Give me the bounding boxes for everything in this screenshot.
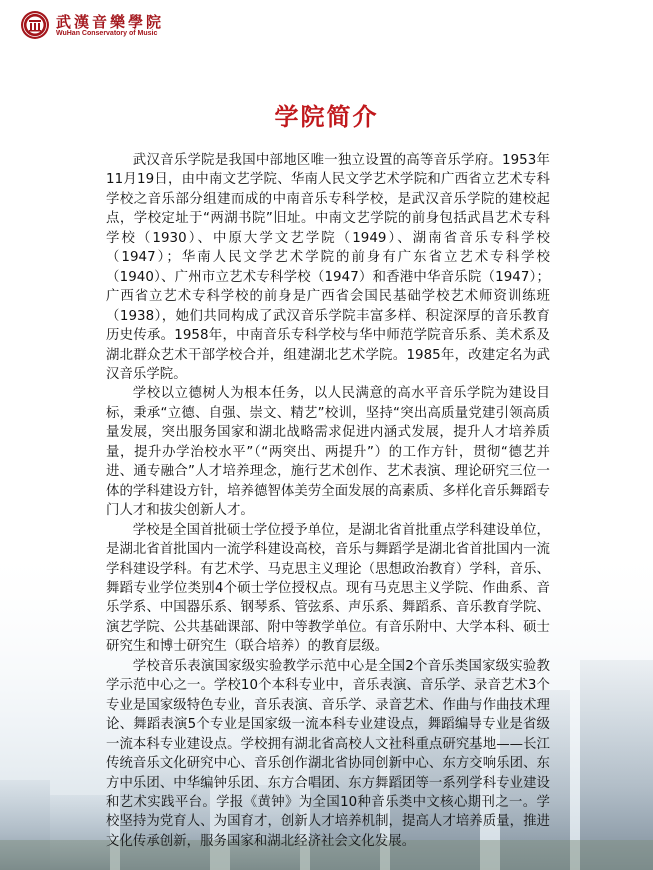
paragraph-history: 武汉音乐学院是我国中部地区唯一独立设置的高等音乐学府。1953年11月19日，由中南文艺学院、华南人民文学艺术学院和广西省立艺术专科学校之音乐部分组建而成的中南音乐专科学校，是武汉音乐学院的建校起点，学校定址于“两湖书院”旧址。中南文艺学院的前身包括武昌艺术专科学校（1930）、中原大学文艺学院（1949）、湖南省音乐专科学校（1947）；华南人民文学艺术学院的前身有广东省立艺术专科学校（1940）、广州市立艺术专科学校（1947）和香港中华音乐院（1947）；广西省立艺术专科学校的前身是广西省会国民基础学校艺术师资训练班（1938），她们共同构成了武汉音乐学院丰富多样、积淀深厚的音乐教育历史传承。1958年，中南音乐专科学校与华中师范学院音乐系、美术系及湖北群众艺术干部学校合并，组建湖北艺术学院。1985年，改建定名为武汉音乐学院。 — [106, 153, 550, 382]
school-name-cn: 武漢音樂學院 — [56, 13, 165, 31]
school-header — [20, 10, 320, 44]
school-name-en: WuHan Conservatory of Music — [56, 30, 158, 37]
school-seal-logo-icon — [20, 10, 50, 40]
paragraph-mission: 学校以立德树人为根本任务，以人民满意的高水平音乐学院为建设目标，秉承“立德、自强、崇文、精艺”校训，坚持“突出高质量党建引领高质量发展，突出服务国家和湖北战略需求促进内涵式发展，提升人才培养质量，提升办学治校水平”（“两突出、两提升”）的工作方针，贯彻“德艺并进、通专融合”人才培养理念，施行艺术创作、艺术表演、理论研究三位一体的学科建设方针，培养德智体美劳全面发展的高素质、多样化音乐舞蹈专门人才和拔尖创新人才。 — [106, 386, 550, 519]
paragraph-programs: 学校音乐表演国家级实验教学示范中心是全国2个音乐类国家级实验教学示范中心之一。学校10个本科专业中，音乐表演、音乐学、录音艺术3个专业是国家级特色专业，音乐表演、音乐学、录音艺术、作曲与作曲技术理论、舞蹈表演5个专业是国家级一流本科专业建设点，舞蹈编导专业是省级一流本科专业建设点。学校拥有湖北省高校人文社科重点研究基地——长江传统音乐文化研究中心、音乐创作湖北省协同创新中心、东方交响乐团、东方中乐团、中华编钟乐团、东方合唱团、东方舞蹈团等一系列学科专业建设和艺术实践平台。学报《黄钟》为全国10种音乐类中文核心期刊之一。学校坚持为党育人、为国育才，创新人才培养机制，提高人才培养质量，推进文化传承创新，服务国家和湖北经济社会文化发展。 — [106, 658, 550, 849]
paragraph-degrees: 学校是全国首批硕士学位授予单位，是湖北省首批重点学科建设单位，是湖北省首批国内一流学科建设高校，音乐与舞蹈学是湖北省首批国内一流学科建设学科。有艺术学、马克思主义理论（思想政治教育）学科，音乐、舞蹈专业学位类别4个硕士学位授权点。现有马克思主义学院、作曲系、音乐学系、中国器乐系、钢琴系、管弦系、声乐系、舞蹈系、音乐教育学院、演艺学院、公共基础课部、附中等教学单位。有音乐附中、大学本科、硕士研究生和博士研究生（联合培养）的教育层级。 — [106, 522, 550, 655]
page-title: 学院简介 — [274, 103, 379, 131]
introduction-body — [106, 151, 550, 851]
